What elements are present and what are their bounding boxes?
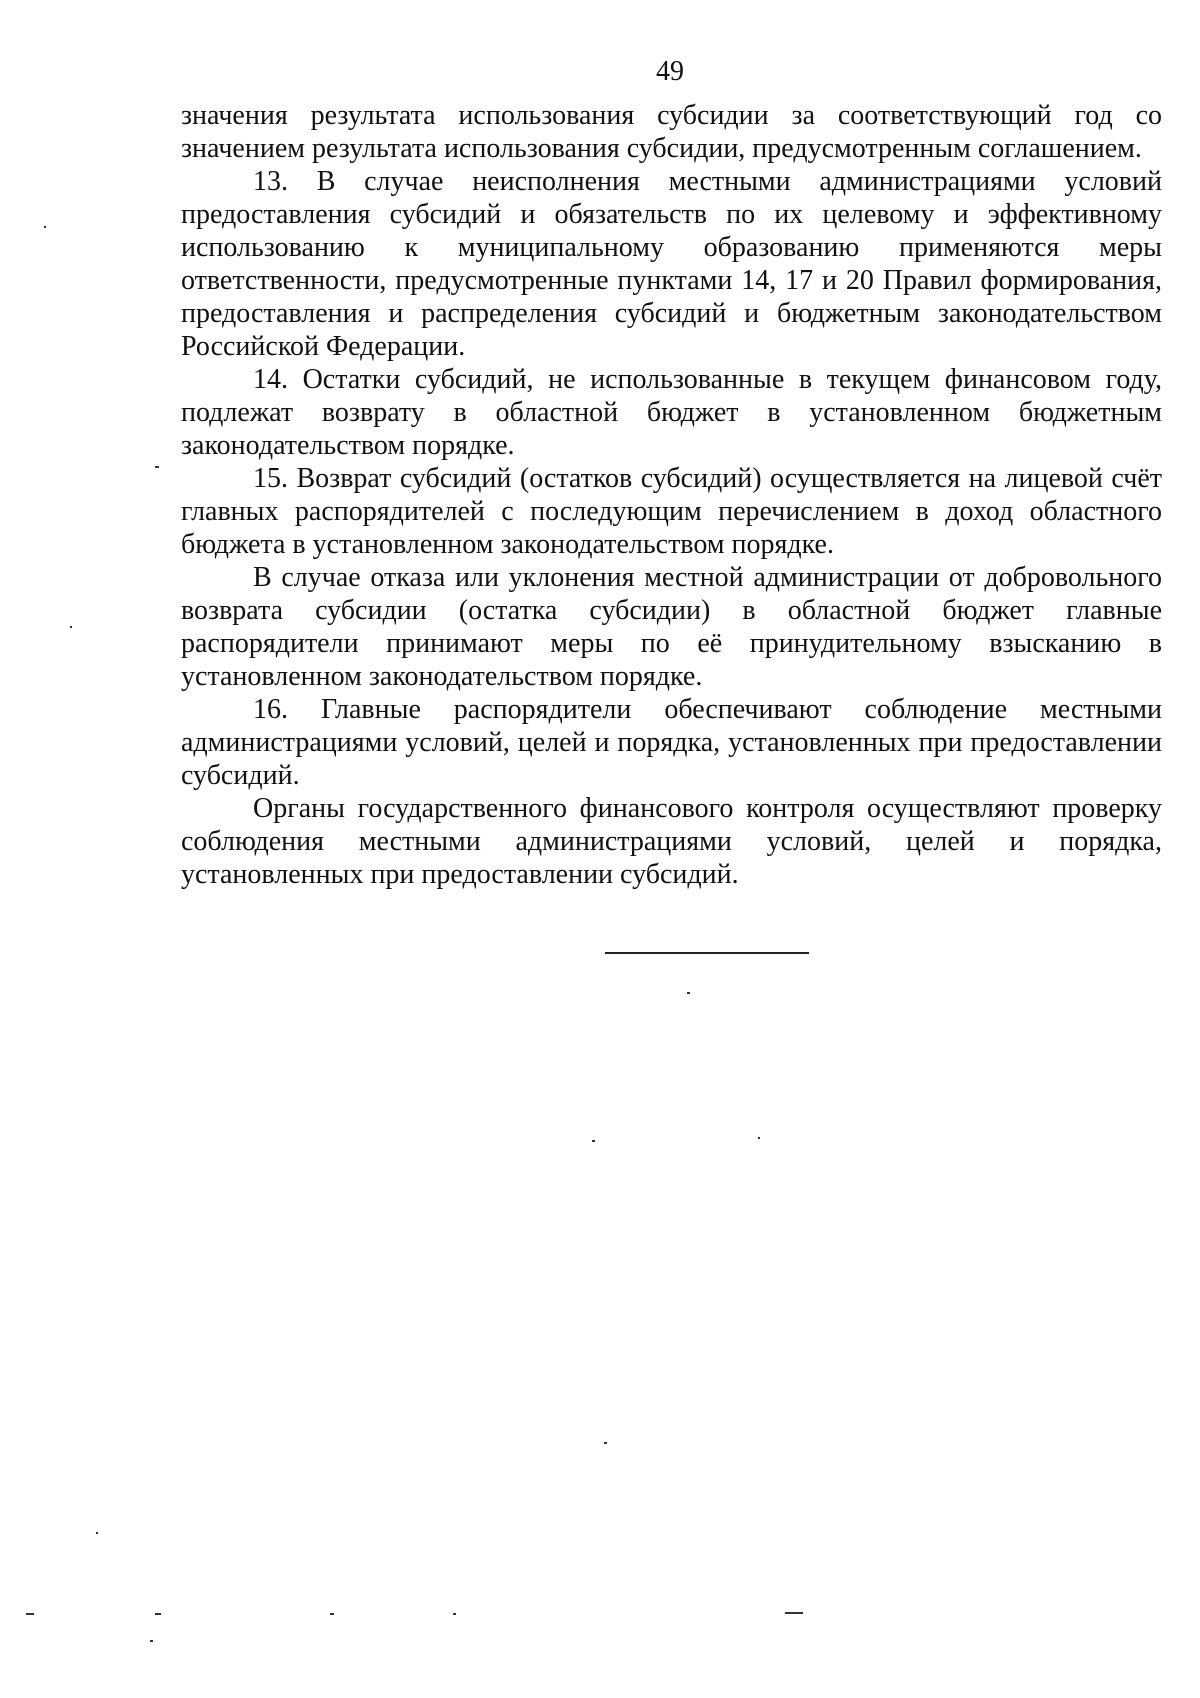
scan-speck (453, 1613, 456, 1615)
scan-speck (330, 1613, 334, 1615)
paragraph-16-control-bodies: Органы государственного финансового контроля осуществляют проверку соблюдения местными администрациями условий, целей и порядка, установленных при предоставлении субсидий. (181, 793, 1162, 890)
scan-speck (26, 1613, 34, 1615)
page-number: 49 (656, 56, 684, 87)
scan-speck (44, 226, 46, 228)
paragraph-16: 16. Главные распорядители обеспечивают соблюдение местными администрациями условий, целей и порядка, установленных при предоставлении субсидий. (181, 694, 1162, 791)
scan-speck (70, 626, 72, 628)
scan-speck (155, 466, 159, 468)
paragraph-13: 13. В случае неисполнения местными администрациями условий предоставления субсидий и обязательств по их целевому и эффективному использованию к муниципальному образованию применяются меры ответственности, предусмотренные пунктами 14, 17 и 20 Правил формирования, предоставления и распределения субсидий и бюджетным законодательством Российской Федерации. (181, 166, 1162, 362)
scan-speck (687, 992, 690, 994)
scan-speck (758, 1137, 760, 1139)
scan-speck (155, 1613, 161, 1615)
paragraph-15-refusal: В случае отказа или уклонения местной администрации от добровольного возврата субсидии (остатка субсидии) в областной бюджет главные распорядители принимают меры по её принудительному взысканию в установленном законодательством порядке. (181, 562, 1162, 692)
scan-speck (150, 1640, 153, 1642)
scan-speck (96, 1532, 98, 1534)
scan-speck (592, 1140, 595, 1142)
scan-speck (785, 1612, 803, 1614)
scan-speck (604, 1442, 607, 1444)
document-body (181, 99, 1162, 891)
paragraph-14: 14. Остатки субсидий, не использованные в текущем финансовом году, подлежат возврату в областной бюджет в установленном бюджетным законодательством порядке. (181, 364, 1162, 461)
paragraph-15: 15. Возврат субсидий (остатков субсидий) осуществляется на лицевой счёт главных распорядителей с последующим перечислением в доход областного бюджета в установленном законодательством порядке. (181, 463, 1162, 560)
paragraph-continuation: значения результата использования субсидии за соответствующий год со значением результата использования субсидии, предусмотренным соглашением. (181, 100, 1162, 164)
end-of-text-rule (605, 952, 809, 954)
